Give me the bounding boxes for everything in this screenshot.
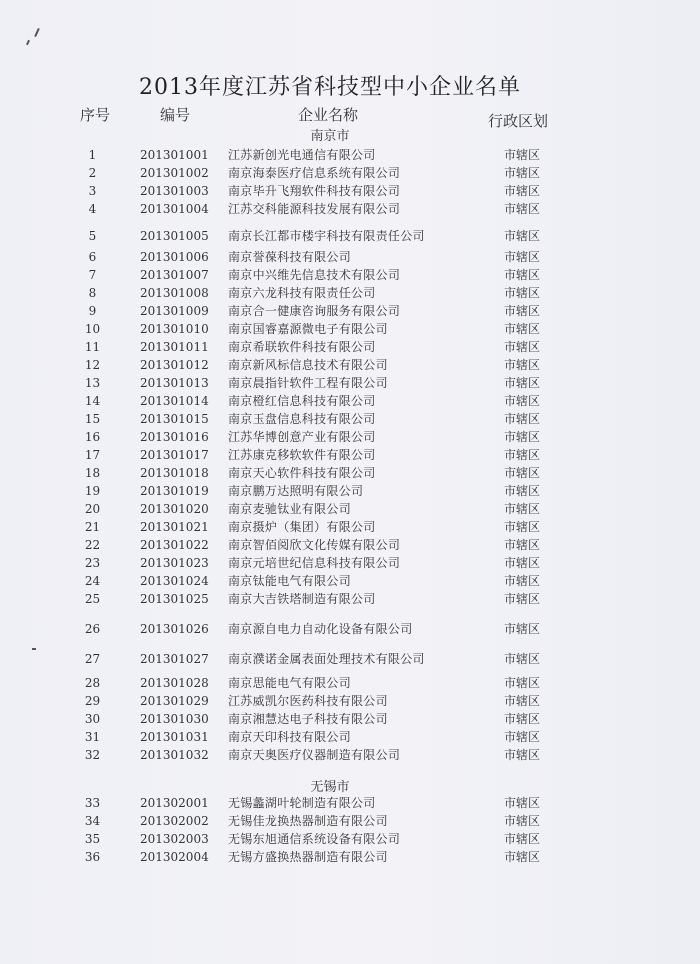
cell-no: 35 [84, 832, 101, 846]
table-row [0, 320, 700, 338]
cell-name: 南京希联软件科技有限公司 [228, 340, 376, 354]
table-row [0, 428, 700, 446]
cell-code: 201301010 [140, 322, 209, 336]
cell-district: 市辖区 [504, 229, 541, 243]
cell-district: 市辖区 [504, 502, 541, 516]
cell-code: 201301003 [140, 184, 209, 198]
cell-no: 27 [84, 652, 101, 666]
table-row [0, 794, 700, 812]
cell-name: 南京濮诺金属表面处理技术有限公司 [228, 652, 425, 666]
table-row [0, 227, 700, 245]
table-row [0, 266, 700, 284]
cell-name: 南京思能电气有限公司 [228, 676, 352, 690]
cell-code: 201302004 [140, 850, 209, 864]
table-row [0, 536, 700, 554]
cell-no: 32 [84, 748, 101, 762]
table-row [0, 482, 700, 500]
cell-name: 南京晨指针软件工程有限公司 [228, 376, 388, 390]
cell-name: 南京橙红信息科技有限公司 [228, 394, 376, 408]
cell-district: 市辖区 [504, 730, 541, 744]
cell-name: 南京源自电力自动化设备有限公司 [228, 622, 413, 636]
table-row [0, 830, 700, 848]
cell-code: 201301031 [140, 730, 209, 744]
cell-district: 市辖区 [504, 676, 541, 690]
cell-name: 无锡蠡湖叶轮制造有限公司 [228, 796, 376, 810]
table-row [0, 338, 700, 356]
cell-no: 6 [88, 250, 97, 264]
cell-name: 南京天印科技有限公司 [228, 730, 352, 744]
cell-code: 201301025 [140, 592, 209, 606]
cell-name: 无锡佳龙换热器制造有限公司 [228, 814, 388, 828]
cell-district: 市辖区 [504, 592, 541, 606]
table-row [0, 518, 700, 536]
cell-name: 南京鹏万达照明有限公司 [228, 484, 364, 498]
cell-name: 南京智佰阅欣文化传媒有限公司 [228, 538, 401, 552]
cell-code: 201301028 [140, 676, 209, 690]
table-row [0, 620, 700, 638]
cell-no: 9 [88, 304, 97, 318]
cell-code: 201301029 [140, 694, 209, 708]
cell-name: 南京钛能电气有限公司 [228, 574, 352, 588]
cell-code: 201301015 [140, 412, 209, 426]
cell-code: 201302001 [140, 796, 209, 810]
cell-code: 201301032 [140, 748, 209, 762]
table-row [0, 446, 700, 464]
cell-code: 201301011 [140, 340, 209, 354]
cell-code: 201301030 [140, 712, 209, 726]
cell-name: 无锡方盛换热器制造有限公司 [228, 850, 388, 864]
cell-no: 19 [84, 484, 101, 498]
cell-name: 南京天心软件科技有限公司 [228, 466, 376, 480]
cell-no: 30 [84, 712, 101, 726]
cell-name: 江苏威凯尔医药科技有限公司 [228, 694, 388, 708]
cell-name: 江苏新创光电通信有限公司 [228, 148, 376, 162]
table-row [0, 464, 700, 482]
cell-name: 南京元培世纪信息科技有限公司 [228, 556, 401, 570]
cell-no: 1 [88, 148, 97, 162]
cell-no: 33 [84, 796, 101, 810]
table-row [0, 410, 700, 428]
table-row [0, 146, 700, 164]
cell-no: 15 [84, 412, 101, 426]
table-row [0, 164, 700, 182]
cell-no: 21 [84, 520, 101, 534]
cell-no: 36 [84, 850, 101, 864]
cell-no: 17 [84, 448, 101, 462]
cell-code: 201301017 [140, 448, 209, 462]
cell-name: 南京大吉铁塔制造有限公司 [228, 592, 376, 606]
cell-name: 江苏交科能源科技发展有限公司 [228, 202, 401, 216]
cell-district: 市辖区 [504, 850, 541, 864]
cell-district: 市辖区 [504, 484, 541, 498]
cell-code: 201301021 [140, 520, 209, 534]
section-heading: 无锡市 [310, 780, 350, 795]
column-header-no: 序号 [80, 106, 111, 124]
scan-mark [34, 28, 40, 37]
cell-no: 34 [84, 814, 101, 828]
cell-name: 南京中兴维先信息技术有限公司 [228, 268, 401, 282]
table-row [0, 590, 700, 608]
cell-name: 南京长江都市楼宇科技有限责任公司 [228, 229, 425, 243]
document-title: 2013年度江苏省科技型中小企业名单 [139, 75, 521, 100]
cell-no: 2 [88, 166, 97, 180]
table-row [0, 728, 700, 746]
cell-no: 13 [84, 376, 101, 390]
cell-name: 南京毕升飞翔软件科技有限公司 [228, 184, 401, 198]
cell-no: 3 [88, 184, 97, 198]
cell-district: 市辖区 [504, 694, 541, 708]
cell-code: 201301013 [140, 376, 209, 390]
table-row [0, 302, 700, 320]
table-row [0, 650, 700, 668]
cell-code: 201301004 [140, 202, 209, 216]
cell-district: 市辖区 [504, 448, 541, 462]
cell-no: 31 [84, 730, 101, 744]
table-row [0, 500, 700, 518]
cell-district: 市辖区 [504, 184, 541, 198]
cell-name: 南京新风标信息技术有限公司 [228, 358, 388, 372]
table-row [0, 746, 700, 764]
cell-district: 市辖区 [504, 796, 541, 810]
column-header-district: 行政区划 [488, 112, 549, 130]
cell-district: 市辖区 [504, 322, 541, 336]
cell-district: 市辖区 [504, 574, 541, 588]
cell-name: 南京摄炉（集团）有限公司 [228, 520, 376, 534]
cell-name: 无锡东旭通信系统设备有限公司 [228, 832, 401, 846]
cell-name: 南京玉盘信息科技有限公司 [228, 412, 376, 426]
table-row [0, 392, 700, 410]
cell-district: 市辖区 [504, 412, 541, 426]
cell-no: 16 [84, 430, 101, 444]
cell-no: 29 [84, 694, 101, 708]
cell-name: 南京湘慧达电子科技有限公司 [228, 712, 388, 726]
cell-no: 11 [84, 340, 101, 354]
cell-no: 14 [84, 394, 101, 408]
cell-no: 24 [84, 574, 101, 588]
cell-district: 市辖区 [504, 430, 541, 444]
table-row [0, 554, 700, 572]
cell-district: 市辖区 [504, 202, 541, 216]
cell-district: 市辖区 [504, 556, 541, 570]
cell-no: 23 [84, 556, 101, 570]
cell-no: 22 [84, 538, 101, 552]
cell-no: 10 [84, 322, 101, 336]
cell-name: 南京天奥医疗仪器制造有限公司 [228, 748, 401, 762]
cell-code: 201301026 [140, 622, 209, 636]
cell-district: 市辖区 [504, 376, 541, 390]
table-row [0, 356, 700, 374]
table-row [0, 848, 700, 866]
cell-district: 市辖区 [504, 538, 541, 552]
cell-no: 12 [84, 358, 101, 372]
cell-code: 201301005 [140, 229, 209, 243]
cell-district: 市辖区 [504, 622, 541, 636]
scan-mark [26, 40, 30, 45]
cell-district: 市辖区 [504, 520, 541, 534]
cell-no: 28 [84, 676, 101, 690]
table-row [0, 572, 700, 590]
cell-district: 市辖区 [504, 358, 541, 372]
table-row [0, 248, 700, 266]
cell-code: 201301014 [140, 394, 209, 408]
cell-district: 市辖区 [504, 286, 541, 300]
cell-code: 201301024 [140, 574, 209, 588]
cell-district: 市辖区 [504, 814, 541, 828]
section-heading: 南京市 [310, 129, 350, 144]
cell-district: 市辖区 [504, 148, 541, 162]
cell-name: 南京誉葆科技有限公司 [228, 250, 352, 264]
cell-district: 市辖区 [504, 748, 541, 762]
cell-no: 8 [88, 286, 97, 300]
cell-district: 市辖区 [504, 466, 541, 480]
cell-district: 市辖区 [504, 712, 541, 726]
cell-name: 南京麦驰钛业有限公司 [228, 502, 352, 516]
table-row [0, 182, 700, 200]
table-row [0, 692, 700, 710]
cell-district: 市辖区 [504, 340, 541, 354]
cell-district: 市辖区 [504, 268, 541, 282]
cell-district: 市辖区 [504, 832, 541, 846]
cell-code: 201301009 [140, 304, 209, 318]
table-row [0, 710, 700, 728]
cell-code: 201301012 [140, 358, 209, 372]
column-header-name: 企业名称 [298, 106, 359, 124]
column-header-code: 编号 [160, 106, 191, 124]
cell-code: 201301008 [140, 286, 209, 300]
cell-district: 市辖区 [504, 304, 541, 318]
cell-no: 7 [88, 268, 97, 282]
cell-code: 201301027 [140, 652, 209, 666]
cell-no: 25 [84, 592, 101, 606]
cell-code: 201301020 [140, 502, 209, 516]
cell-name: 南京六龙科技有限责任公司 [228, 286, 376, 300]
cell-name: 江苏康克移软软件有限公司 [228, 448, 376, 462]
table-row [0, 812, 700, 830]
cell-name: 南京海泰医疗信息系统有限公司 [228, 166, 401, 180]
cell-district: 市辖区 [504, 166, 541, 180]
cell-code: 201302002 [140, 814, 209, 828]
cell-name: 江苏华博创意产业有限公司 [228, 430, 376, 444]
cell-code: 201302003 [140, 832, 209, 846]
table-row [0, 200, 700, 218]
cell-district: 市辖区 [504, 250, 541, 264]
cell-district: 市辖区 [504, 394, 541, 408]
cell-no: 20 [84, 502, 101, 516]
cell-no: 18 [84, 466, 101, 480]
cell-no: 5 [88, 229, 97, 243]
table-row [0, 284, 700, 302]
cell-code: 201301022 [140, 538, 209, 552]
cell-code: 201301001 [140, 148, 209, 162]
cell-no: 26 [84, 622, 101, 636]
cell-code: 201301023 [140, 556, 209, 570]
cell-code: 201301019 [140, 484, 209, 498]
cell-code: 201301018 [140, 466, 209, 480]
cell-district: 市辖区 [504, 652, 541, 666]
cell-name: 南京国睿嘉源微电子有限公司 [228, 322, 388, 336]
cell-code: 201301007 [140, 268, 209, 282]
table-row [0, 374, 700, 392]
cell-code: 201301006 [140, 250, 209, 264]
table-row [0, 674, 700, 692]
cell-code: 201301016 [140, 430, 209, 444]
cell-name: 南京合一健康咨询服务有限公司 [228, 304, 401, 318]
cell-no: 4 [88, 202, 97, 216]
cell-code: 201301002 [140, 166, 209, 180]
